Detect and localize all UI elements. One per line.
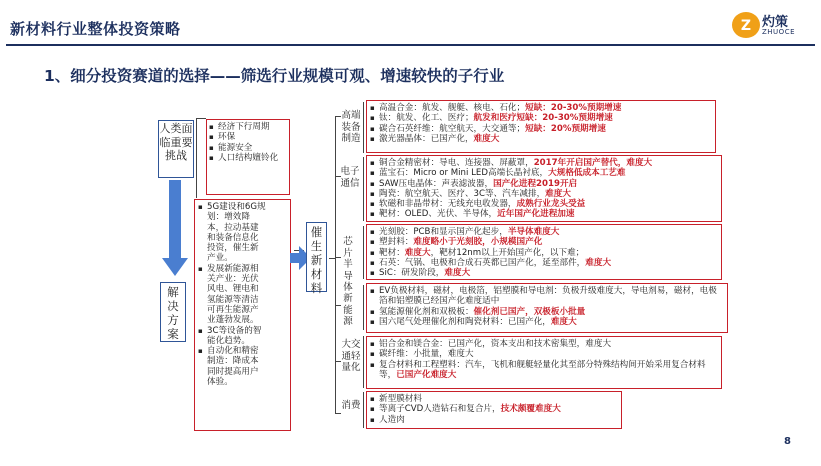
category-item: ▪ 靶材：OLED、光伏、半导体，近年国产化进程加速 (370, 209, 575, 220)
page-subtitle: 1、细分投资赛道的选择——筛选行业规模可观、增速较快的子行业 (44, 67, 505, 85)
category-item: ▪ 蓝宝石：Micro or Mini LED高端长晶衬底，大规格低成本工艺难 (370, 168, 626, 179)
category-item: ▪ SiC：研发阶段，难度大 (370, 268, 471, 279)
category-item: ▪ 铝合金和镁合金：已国产化，资本支出和技术密集型，难度大 (370, 339, 612, 349)
header-title: 新材料行业整体投资策略 (10, 20, 181, 38)
category-bracket (363, 157, 364, 221)
bracket-line (196, 118, 206, 119)
category-item: ▪ 碳纤维：小批量，难度大 (370, 349, 474, 360)
solution-box (194, 199, 291, 431)
category-bracket (363, 226, 364, 279)
solution-item: ▪ 5G建设和6G规划：增效降本，拉动基建和装备信息化投资，催生新产业。 (198, 202, 266, 264)
logo-name: 灼策 (762, 15, 789, 30)
category-item: ▪ 塑封料：难度略小于光刻胶，小规模国产化 (370, 237, 543, 248)
category-item: ▪ 复合材料和工程塑料：汽车，飞机和舰艇轻量化其至部分特殊结构间开始采用复合材料等，已国产化难度大 (370, 359, 706, 380)
category-label: 电子通信 (340, 166, 360, 189)
solution-item: ▪ 发展新能源相关产业：光伏风电、锂电和氢能源等清洁可再生能源产业蓬勃发展。 (198, 263, 259, 326)
category-label: 芯片半导体 (343, 236, 353, 293)
challenge-item: ▪ 人口结构嬗铃化 (209, 152, 279, 163)
header-divider (6, 44, 815, 46)
solution-item: ▪ 自动化和精密制造：降成本同时提高用户体验。 (198, 346, 259, 388)
category-box-new-energy (366, 283, 728, 333)
challenges-label: 人类面临重要挑战 (159, 122, 193, 162)
category-item: ▪ 铜合金精密材：导电、连接器、屏蔽罩，2017年开启国产替代，难度大 (370, 158, 653, 168)
category-item: ▪ 氢能源催化剂和双极板：催化剂已国产，双极板小批量 (370, 306, 586, 317)
category-item: ▪ 激光器晶体：已国产化，难度大 (370, 133, 500, 144)
category-label: 高端装备制造 (341, 110, 361, 144)
svg-text:Z: Z (740, 18, 752, 34)
category-item: ▪ 光刻胶：PCB和显示国产化起步，半导体难度大 (370, 227, 560, 237)
category-bracket (363, 392, 364, 428)
category-item: ▪ 新型膜材料 (370, 394, 422, 404)
tree-trunk (335, 116, 336, 414)
category-bracket (363, 285, 364, 330)
category-box-semiconductor (366, 224, 722, 280)
category-item: ▪ 国六尾气处理催化剂和陶瓷材料：已国产化，难度大 (370, 316, 577, 327)
solution-label: 解决方案 (167, 285, 179, 341)
category-item: ▪ 等离子CVD人造钻石和复合片，技术颇覆难度大 (370, 404, 561, 415)
category-item: ▪ SAW压电晶体：声表滤波器，国产化进程2019开启 (370, 178, 578, 189)
tree-line (335, 413, 341, 414)
category-box-lightweight (366, 336, 722, 389)
category-item: ▪ 高温合金：航发、舰艇、核电、石化；短缺：20-30%预期增速 (370, 103, 622, 113)
challenge-item: ▪ 环保 (209, 132, 236, 143)
page-number: 8 (784, 436, 791, 447)
category-label: 大交通轻量化 (341, 339, 361, 373)
challenge-item: ▪ 能源安全 (209, 142, 253, 153)
category-item: ▪ 陶瓷：航空航天、医疗、3C等、汽车减排，难度大 (370, 188, 571, 199)
category-item: ▪ EV负极材料，磁材，电极箔，铝塑膜和导电剂：负极升级难度大，导电剂易，磁材，电极箔和铝塑膜已经国产化难度适中 (370, 286, 717, 307)
category-bracket (363, 336, 364, 388)
category-item: ▪ 软磁和非晶带材：无线充电收发器，成熟行业龙头受益 (370, 199, 586, 210)
category-item: ▪ 靶材：难度大，靶材12nm以上开始国产化，以下难； (370, 247, 585, 258)
solution-item: ▪ 3C等设备的智能化趋势。 (198, 325, 262, 346)
category-item: ▪ 人造肉 (370, 414, 405, 425)
challenge-item: ▪ 经济下行周期 (209, 122, 270, 132)
category-box-equipment (366, 100, 716, 153)
center-label-box (306, 222, 327, 295)
category-label: 新能源 (343, 293, 353, 327)
challenges-label-box (158, 120, 194, 178)
category-item: ▪ 钛：航发、化工、医疗；航发和医疗短缺：20-30%预期增速 (370, 113, 613, 124)
solution-label-box (160, 282, 186, 342)
down-arrow-icon (160, 180, 190, 278)
logo-subname: ZHUOCE (762, 28, 796, 36)
bracket-line (196, 118, 197, 198)
category-bracket (363, 102, 364, 153)
category-label: 消费 (341, 400, 361, 411)
category-item: ▪ 石英：气锅、电极和合成石英都已国产化，延至部件，难度大 (370, 257, 612, 268)
category-box-electronics (366, 155, 722, 222)
category-box-consumer (366, 391, 622, 429)
category-item: ▪ 碳合石英纤维：航空航天，大交通等；短缺：20%预期增速 (370, 123, 606, 134)
challenges-box (206, 119, 290, 195)
center-label: 催生新材料 (310, 225, 323, 295)
